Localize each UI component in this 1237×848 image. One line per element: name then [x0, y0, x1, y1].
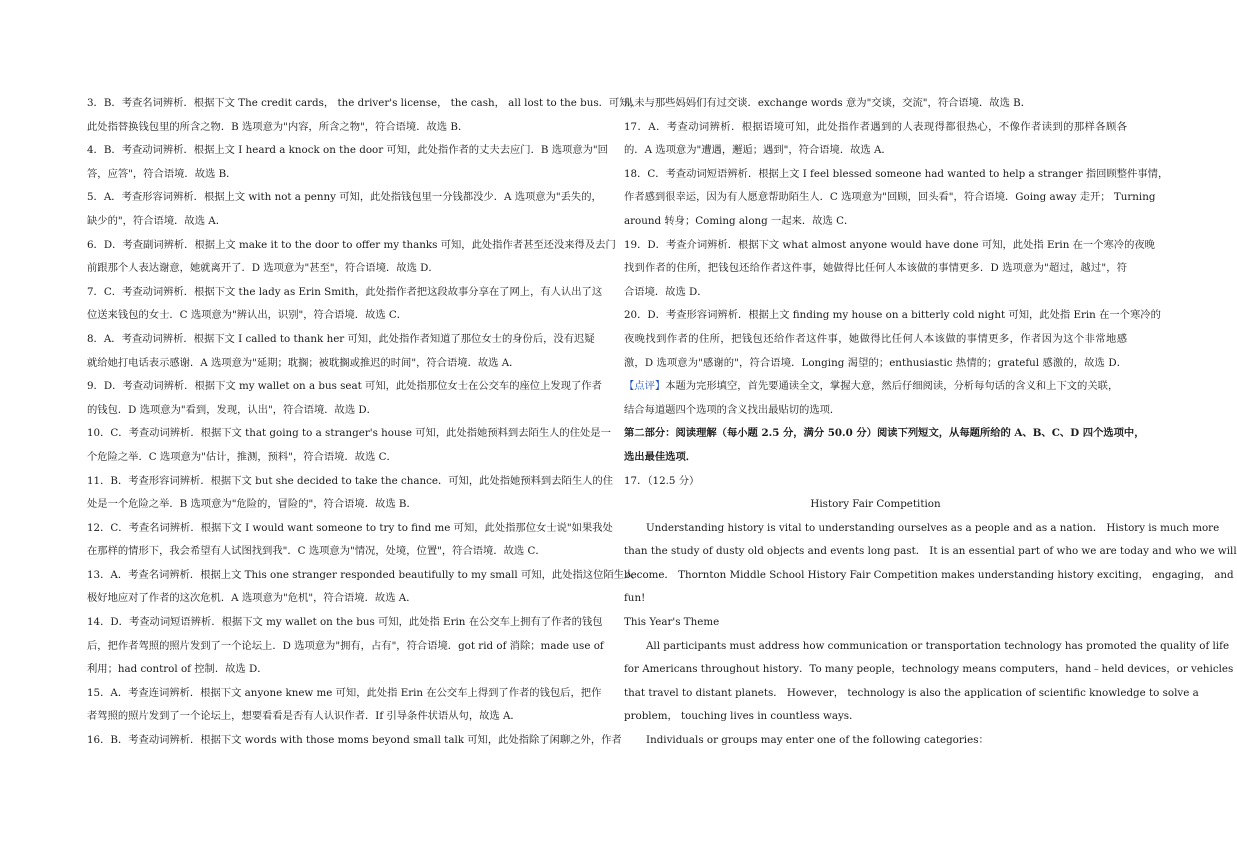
- answer-line: 9．D．考查动词辨析．根据下文 my wallet on a bus seat 可知，此处指那位女士在公交车的座位上发现了作者: [87, 380, 602, 393]
- answer-line: 11．B．考查形容词辨析．根据下文 but she decided to take the chance．可知，此处指她预料到去陌生人的住: [87, 474, 614, 487]
- passage-line: than the study of dusty old objects and events long past． It is an essential part of who we are today and who we will: [624, 545, 1237, 558]
- answer-line: 作者感到很幸运，因为有人愿意帮助陌生人．C 选项意为"回顾，回头看"，符合语境．Going away 走开； Turning: [624, 191, 1156, 204]
- answer-line: 8．A．考查动词辨析．根据下文 I called to thank her 可知，此处指作者知道了那位女士的身份后，没有迟疑: [87, 332, 595, 345]
- passage-line: become． Thornton Middle School History Fair Competition makes understanding history exciting， engaging， and: [624, 568, 1234, 581]
- answer-line: 19．D．考查介词辨析．根据下文 what almost anyone would have done 可知，此处指 Erin 在一个寒冷的夜晚: [624, 238, 1155, 251]
- answer-line: 3．B．考查名词辨析．根据下文 The credit cards， the driver's license， the cash， all lost to the bus．可知，: [87, 97, 640, 109]
- answer-line: 夜晚找到作者的住所，把钱包还给作者这件事，她做得比任何人本该做的事情更多，作者因为这个非常地感: [624, 332, 1127, 345]
- answer-line: 处是一个危险之举．B 选项意为"危险的，冒险的"，符合语境．故选 B．: [87, 498, 417, 511]
- answer-line: 4．B．考查动词辨析．根据上文 I heard a knock on the door 可知，此处指作者的丈夫去应门．B 选项意为"回: [87, 144, 608, 157]
- answer-line: 答，应答"，符合语境．故选 B．: [87, 167, 237, 180]
- answer-line: 的钱包．D 选项意为"看到，发现，认出"，符合语境．故选 D．: [87, 403, 377, 416]
- answer-line: 16．B．考查动词辨析．根据下文 words with those moms beyond small talk 可知，此处指除了闲聊之外，作者: [87, 734, 622, 747]
- answer-line: 13．A．考查名词辨析．根据上文 This one stranger responded beautifully to my small 可知，此处指这位陌生人: [87, 568, 635, 581]
- answer-line: 就给她打电话表示感谢．A 选项意为"延期；耽搁；被耽搁或推迟的时间"，符合语境．故选 A．: [87, 356, 520, 369]
- answer-line: 前跟那个人表达谢意，她就离开了．D 选项意为"甚至"，符合语境．故选 D．: [87, 262, 439, 275]
- passage-line: All participants must address how communication or transportation technology has promoted the quality of life: [646, 639, 1230, 652]
- answer-line: 极好地应对了作者的这次危机．A 选项意为"危机"，符合语境．故选 A．: [87, 592, 417, 605]
- section-heading: 选出最佳选项．: [624, 450, 697, 463]
- comment-text: 本题为完形填空，首先要通读全文，掌握大意，然后仔细阅读，分析每句话的含义和上下文的关联，: [665, 380, 1119, 393]
- answer-line: 15．A．考查连词辨析．根据下文 anyone knew me 可知，此处指 Erin 在公交车上得到了作者的钱包后，把作: [87, 686, 602, 699]
- answer-line: 在那样的情形下，我会希望有人试图找到我"．C 选项意为"情况，处境，位置"，符合语境．故选 C．: [87, 545, 546, 558]
- answer-line: 18．C．考查动词短语辨析．根据上文 I feel blessed someone had wanted to help a stranger 指回顾整件事情，: [624, 167, 1169, 180]
- answer-line: 10．C．考查动词辨析．根据下文 that going to a stranger's house 可知，此处指她预料到去陌生人的住处是一: [87, 427, 611, 440]
- question-number: 17．（12.5 分）: [624, 474, 700, 487]
- answer-line: 6．D．考查副词辨析．根据上文 make it to the door to offer my thanks 可知，此处指作者甚至还没来得及去门: [87, 238, 616, 251]
- answer-line: 7．C．考查动词辨析．根据下文 the lady as Erin Smith，此处指作者把这段故事分享在了网上，有人认出了这: [87, 285, 603, 298]
- comment-line: [624, 375, 1127, 399]
- answer-line: 合语境．故选 D．: [624, 285, 708, 298]
- answer-line: 缺少的"，符合语境．故选 A．: [87, 214, 227, 227]
- passage-line: Individuals or groups may enter one of the following categories：: [646, 734, 989, 747]
- passage-title: History Fair Competition: [810, 498, 941, 511]
- comment-line: 结合每道题四个选项的含义找出最贴切的选项．: [624, 403, 841, 416]
- section-heading: 第二部分：阅读理解（每小题 2.5 分，满分 50.0 分）阅读下列短文，从每题所给的 A、B、C、D 四个选项中，: [624, 427, 1145, 440]
- passage-line: Understanding history is vital to understanding ourselves as a people and as a nation． History is much more: [646, 521, 1220, 534]
- passage-line: problem， touching lives in countless ways．: [624, 710, 860, 723]
- comment-tag: 【点评】: [624, 380, 666, 393]
- answer-line: 从未与那些妈妈们有过交谈．exchange words 意为"交谈，交流"，符合语境．故选 B．: [624, 97, 1032, 109]
- answer-line: 此处指替换钱包里的所含之物．B 选项意为"内容，所含之物"，符合语境．故选 B．: [87, 120, 469, 133]
- answer-line: around 转身；Coming along 一起来．故选 C．: [624, 214, 855, 227]
- answer-line: 位送来钱包的女士．C 选项意为"辨认出，识别"，符合语境．故选 C．: [87, 309, 408, 322]
- answer-line: 利用；had control of 控制．故选 D．: [87, 663, 268, 676]
- theme-heading: This Year's Theme: [624, 616, 720, 629]
- answer-line: 找到作者的住所，把钱包还给作者这件事，她做得比任何人本该做的事情更多．D 选项意为"超过，越过"，符: [624, 262, 1127, 275]
- answer-line: 5．A．考查形容词辨析．根据上文 with not a penny 可知，此处指钱包里一分钱都没少．A 选项意为"丢失的，: [87, 191, 602, 204]
- answer-line: 后，把作者驾照的照片发到了一个论坛上．D 选项意为"拥有，占有"，符合语境．got rid of 消除；made use of: [87, 639, 604, 652]
- passage-line: that travel to distant planets． However， technology is also the application of scientific knowledge to solve a: [624, 686, 1199, 699]
- answer-line: 14．D．考查动词短语辨析．根据下文 my wallet on the bus 可知，此处指 Erin 在公交车上拥有了作者的钱包: [87, 616, 603, 629]
- right-column: [624, 92, 1237, 753]
- answer-line: 者驾照的照片发到了一个论坛上，想要看看是否有人认识作者．If 引导条件状语从句，故选 A．: [87, 710, 521, 723]
- passage-line: fun!: [624, 592, 646, 605]
- answer-line: 的．A 选项意为"遭遇，邂逅；遇到"，符合语境．故选 A．: [624, 144, 892, 157]
- answer-line: 12．C．考查名词辨析．根据下文 I would want someone to try to find me 可知，此处指那位女士说"如果我处: [87, 521, 613, 534]
- answer-line: 20．D．考查形容词辨析．根据上文 finding my house on a bitterly cold night 可知，此处指 Erin 在一个寒冷的: [624, 309, 1161, 322]
- answer-line: 个危险之举．C 选项意为"估计，推测，预料"，符合语境．故选 C．: [87, 450, 397, 463]
- answer-line: 激，D 选项意为"感谢的"，符合语境．Longing 渴望的；enthusiastic 热情的；grateful 感激的，故选 D．: [624, 356, 1127, 369]
- passage-line: for Americans throughout history．To many people，technology means computers，hand﹣held devices，or vehicles: [624, 663, 1234, 676]
- answer-line: 17．A．考查动词辨析．根据语境可知，此处指作者遇到的人表现得都很热心，不像作者读到的那样各顾各: [624, 120, 1127, 133]
